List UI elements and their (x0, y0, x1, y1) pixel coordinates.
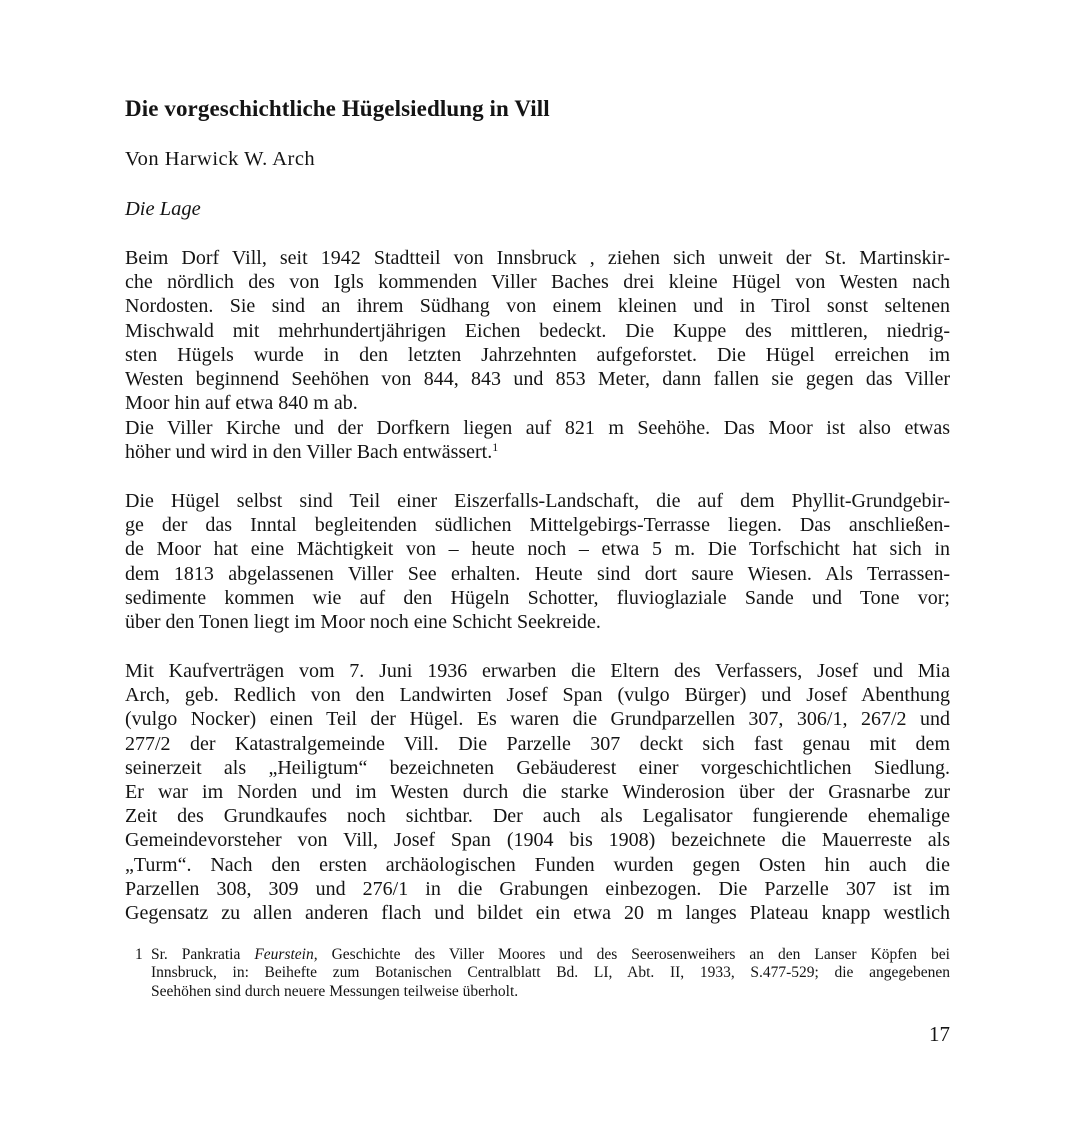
footnote (135, 946, 950, 1001)
text-line: Gegensatz zu allen anderen flach und bildet ein etwa 20 m langes Plateau knapp westlich (125, 902, 950, 925)
footnote-body (151, 946, 950, 1001)
paragraph-3 (125, 489, 950, 634)
page-number: 17 (929, 1022, 950, 1046)
text-line: Mischwald mit mehrhundertjährigen Eichen bedeckt. Die Kuppe des mittleren, niedrig- (125, 319, 950, 342)
article-title: Die vorgeschichtliche Hügelsiedlung in Vill (125, 96, 550, 121)
text-line: sedimente kommen wie auf den Hügeln Schotter, fluvioglaziale Sande und Tone vor; (125, 586, 950, 609)
text-line: Westen beginnend Seehöhen von 844, 843 und 853 Meter, dann fallen sie gegen das Viller (125, 368, 950, 391)
text-line: „Turm“. Nach den ersten archäologischen Funden wurden gegen Osten hin auch die (125, 853, 950, 876)
footnote-line-rest: Geschichte des Viller Moores und des Seerosenweihers an den Lanser Köpfen bei (317, 946, 950, 963)
paragraph-4 (125, 659, 950, 925)
paragraph-2 (125, 416, 950, 464)
section-heading: Die Lage (125, 198, 201, 220)
footnote-line: Seehöhen sind durch neuere Messungen teilweise überholt. (151, 982, 519, 1000)
text-line: dem 1813 abgelassenen Viller See erhalten. Heute sind dort saure Wiesen. Als Terrassen- (125, 562, 950, 585)
text-line: de Moor hat eine Mächtigkeit von – heute noch – etwa 5 m. Die Torfschicht hat sich in (125, 538, 950, 561)
footnote-line: Innsbruck, in: Beihefte zum Botanischen Centralblatt Bd. LI, Abt. II, 1933, S.477-529; die angegebenen (151, 964, 950, 982)
footnote-number: 1 (135, 946, 143, 963)
text-line: seinerzeit als „Heiligtum“ bezeichneten Gebäuderest einer vorgeschichtlichen Siedlung. (125, 756, 950, 779)
text-line: che nördlich des von Igls kommenden Viller Baches drei kleine Hügel von Westen nach (125, 271, 950, 294)
text-line: Beim Dorf Vill, seit 1942 Stadtteil von Innsbruck , ziehen sich unweit der St. Martinskir- (125, 247, 950, 269)
text-line: Arch, geb. Redlich von den Landwirten Josef Span (vulgo Bürger) und Josef Abenthung (125, 684, 950, 707)
text-line-content: höher und wird in den Viller Bach entwässert. (125, 441, 493, 464)
text-line: Nordosten. Sie sind an ihrem Südhang von einem kleinen und in Tirol sonst seltenen (125, 295, 950, 318)
text-line: Mit Kaufverträgen vom 7. Juni 1936 erwarben die Eltern des Verfassers, Josef und Mia (125, 660, 950, 682)
text-line: Er war im Norden und im Westen durch die starke Winderosion über der Grasnarbe zur (125, 781, 950, 804)
footnote-line (151, 946, 950, 964)
paragraph-1 (125, 246, 950, 415)
footnote-reference[interactable]: 1 (492, 440, 499, 455)
text-line: Die Hügel selbst sind Teil einer Eiszerfalls-Landschaft, die auf dem Phyllit-Grundgebir- (125, 490, 950, 512)
text-line: Moor hin auf etwa 840 m ab. (125, 392, 358, 415)
text-line: über den Tonen liegt im Moor noch eine Schicht Seekreide. (125, 611, 601, 634)
text-line: Zeit des Grundkaufes noch sichtbar. Der auch als Legalisator fungierende ehemalige (125, 805, 950, 828)
text-line: Gemeindevorsteher von Vill, Josef Span (1904 bis 1908) bezeichnete die Mauerreste als (125, 829, 950, 852)
text-line (125, 440, 950, 464)
text-line: ge der das Inntal begleitenden südlichen Mittelgebirgs-Terrasse liegen. Das anschließen- (125, 514, 950, 537)
text-line: Parzellen 308, 309 und 276/1 in die Grabungen einbezogen. Die Parzelle 307 ist im (125, 877, 950, 900)
text-line: (vulgo Nocker) einen Teil der Hügel. Es waren die Grundparzellen 307, 306/1, 267/2 und (125, 708, 950, 731)
text-line: Die Viller Kirche und der Dorfkern liegen auf 821 m Seehöhe. Das Moor ist also etwas (125, 417, 950, 439)
footnote-author-prefix: Sr. Pankratia (151, 946, 255, 963)
text-line: sten Hügels wurde in den letzten Jahrzehnten aufgeforstet. Die Hügel erreichen im (125, 343, 950, 366)
author-line: Von Harwick W. Arch (125, 148, 316, 170)
text-line: 277/2 der Katastralgemeinde Vill. Die Parzelle 307 deckt sich fast genau mit dem (125, 732, 950, 755)
footnote-author-name: Feurstein, (254, 946, 318, 963)
